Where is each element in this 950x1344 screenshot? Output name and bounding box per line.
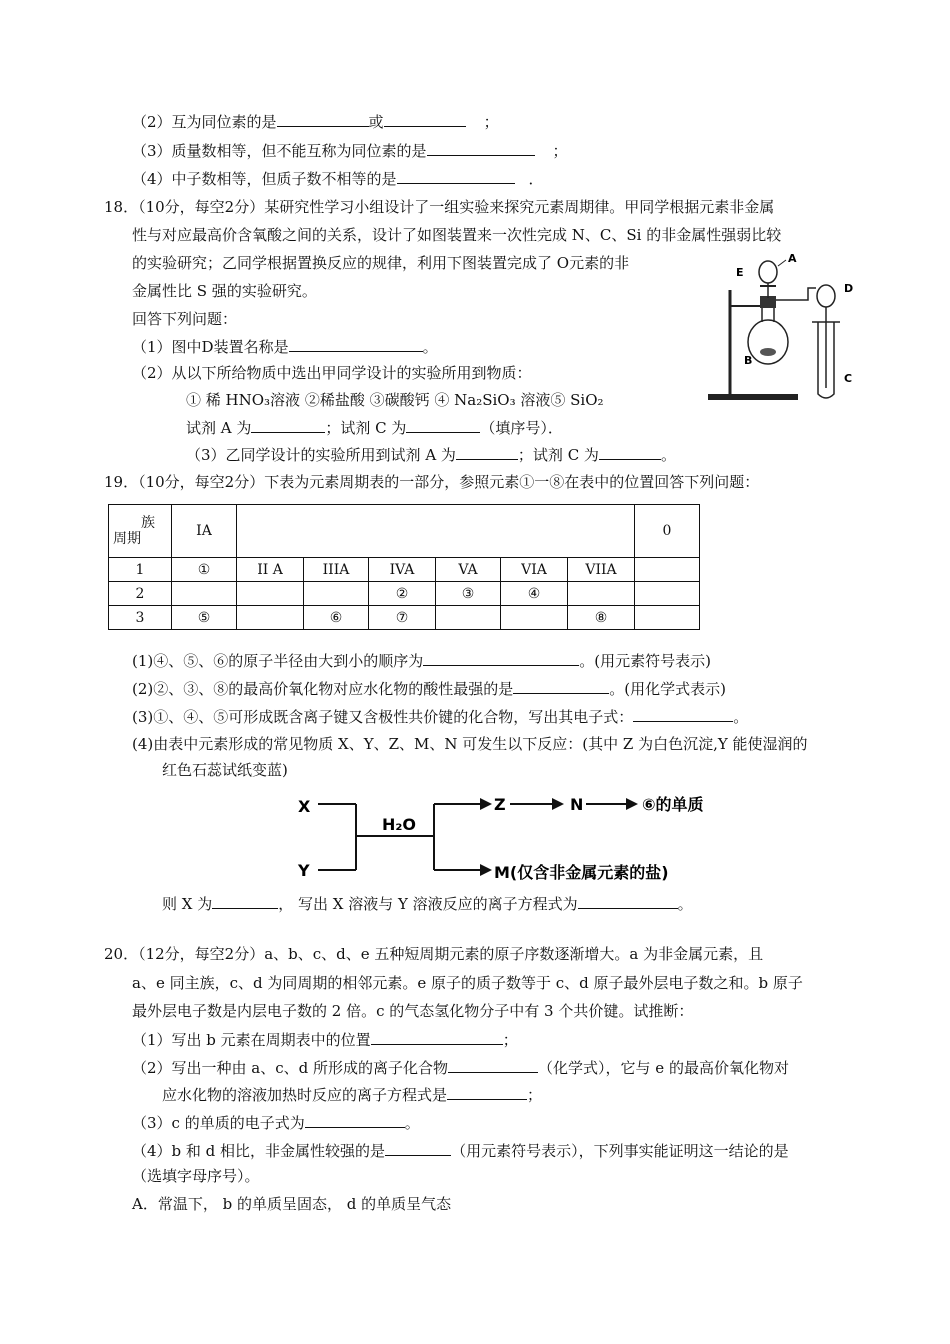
q20-line1: 20．（12分，每空2分）a、b、c、d、e 五种短周期元素的原子序数逐渐增大。a 为非金属元素，且 [104, 945, 764, 963]
answer-blank[interactable] [427, 140, 535, 156]
flow-x: X [298, 797, 311, 816]
q18-part1: （1）图中D装置名称是 。 [132, 338, 438, 356]
table-corner: 族 周期 [109, 505, 172, 558]
q20-line3: 最外层电子数是内层电子数的 2 倍。c 的气态氢化物分子中有 3 个共价键。试推断： [132, 1002, 694, 1020]
q18-part3: （3）乙同学设计的实验所用到试剂 A 为 ；试剂 C 为 。 [186, 446, 676, 464]
group-zero-header: 0 [635, 505, 700, 558]
answer-blank[interactable] [289, 336, 423, 352]
q18-line4: 金属性比 S 强的实验研究。 [132, 282, 317, 300]
label-b: B [744, 354, 753, 367]
answer-blank[interactable] [448, 1057, 538, 1073]
answer-blank[interactable] [384, 111, 466, 127]
answer-blank[interactable] [578, 893, 678, 909]
q18-part2: （2）从以下所给物质中选出甲同学设计的实验所用到物质： [132, 364, 532, 382]
q19-part3: (3)①、④、⑤可形成既含离子键又含极性共价键的化合物，写出其电子式： 。 [132, 708, 749, 726]
q20-part3: （3）c 的单质的电子式为 。 [132, 1114, 420, 1132]
answer-blank[interactable] [633, 706, 733, 722]
q17-part3: （3）质量数相等，但不能互称为同位素的是 ； [132, 142, 568, 160]
answer-blank[interactable] [423, 650, 579, 666]
q20-part4-cont: （选填字母序号）。 [132, 1167, 260, 1185]
answer-blank[interactable] [513, 678, 609, 694]
q20-part1: （1）写出 b 元素在周期表中的位置 ； [132, 1031, 518, 1049]
flow-m: M(仅含非金属元素的盐) [494, 863, 669, 882]
answer-blank[interactable] [406, 417, 480, 433]
periodic-table [108, 504, 700, 630]
q20-line2: a、e 同主族，c、d 为同周期的相邻元素。e 原子的质子数等于 c、d 原子最外层电子数之和。b 原子 [132, 974, 803, 992]
flow-n: N [570, 795, 584, 814]
answer-blank[interactable] [456, 444, 518, 460]
q20-part2-cont: 应水化物的溶液加热时反应的离子方程式是 ； [162, 1086, 543, 1104]
q18-line5: 回答下列问题： [132, 310, 238, 328]
q19-part1: (1)④、⑤、⑥的原子半径由大到小的顺序为 。(用元素符号表示) [132, 652, 711, 670]
answer-blank[interactable] [599, 444, 661, 460]
table-row: 2 ② ③ ④ [109, 582, 700, 606]
table-row: 1 ① II A IIIA IVA VA VIA VIIA [109, 558, 700, 582]
flow-y: Y [298, 861, 310, 880]
label-d: D [844, 282, 854, 295]
q19-part2: (2)②、③、⑧的最高价氧化物对应水化物的酸性最强的是 。(用化学式表示) [132, 680, 726, 698]
label-a: A [788, 252, 797, 265]
q20-option-a: A．常温下， b 的单质呈固态， d 的单质呈气态 [132, 1195, 452, 1213]
answer-blank[interactable] [397, 168, 515, 184]
q18-reagents: ① 稀 HNO₃溶液 ②稀盐酸 ③碳酸钙 ④ Na₂SiO₃ 溶液⑤ SiO₂ [186, 391, 604, 409]
flow-element6-simple-substance: ⑥的单质 [642, 795, 704, 814]
q17-part2: （2）互为同位素的是 或 ； [132, 113, 499, 131]
q20-part2: （2）写出一种由 a、c、d 所形成的离子化合物 （化学式），它与 e 的最高价氧化物对 [132, 1059, 789, 1077]
answer-blank[interactable] [251, 417, 325, 433]
label-e: E [736, 266, 744, 279]
answer-blank[interactable] [447, 1084, 527, 1100]
q18-part2-answers: 试剂 A 为 ；试剂 C 为 （填序号）． [186, 419, 563, 437]
answer-blank[interactable] [371, 1029, 503, 1045]
q19-part4: (4)由表中元素形成的常见物质 X、Y、Z、M、N 可发生以下反应：(其中 Z 为白色沉淀,Y 能使湿润的 [132, 735, 808, 753]
flow-h2o: H₂O [382, 815, 416, 834]
group-ia-header: IA [172, 505, 237, 558]
apparatus-diagram [704, 248, 860, 406]
q20-part4: （4）b 和 d 相比，非金属性较强的是 （用元素符号表示），下列事实能证明这一结论的是 [132, 1142, 789, 1160]
reaction-flow-diagram [296, 790, 704, 888]
q18-line2: 性与对应最高价含氧酸之间的关系，设计了如图装置来一次性完成 N、C、Si 的非金属性强弱比较 [132, 226, 782, 244]
answer-blank[interactable] [305, 1112, 405, 1128]
q19-part4-cont: 红色石蕊试纸变蓝) [162, 761, 288, 779]
table-row: 3 ⑤ ⑥ ⑦ ⑧ [109, 606, 700, 630]
q18-line3: 的实验研究；乙同学根据置换反应的规律，利用下图装置完成了 O元素的非 [132, 254, 630, 272]
q19-title: 19．（10分，每空2分）下表为元素周期表的一部分，参照元素①一⑧在表中的位置回答下列问题： [104, 473, 760, 491]
answer-blank[interactable] [277, 111, 369, 127]
answer-blank[interactable] [385, 1140, 451, 1156]
q19-part5: 则 X 为 ， 写出 X 溶液与 Y 溶液反应的离子方程式为 。 [162, 895, 693, 913]
q17-part4: （4）中子数相等，但质子数不相等的是 ． [132, 170, 544, 188]
table-gap [237, 505, 635, 558]
answer-blank[interactable] [212, 893, 278, 909]
q18-line1: 18．（10分，每空2分）某研究性学习小组设计了一组实验来探究元素周期律。甲同学根据元素非金属 [104, 198, 775, 216]
flow-z: Z [494, 795, 506, 814]
label-c: C [844, 372, 853, 385]
